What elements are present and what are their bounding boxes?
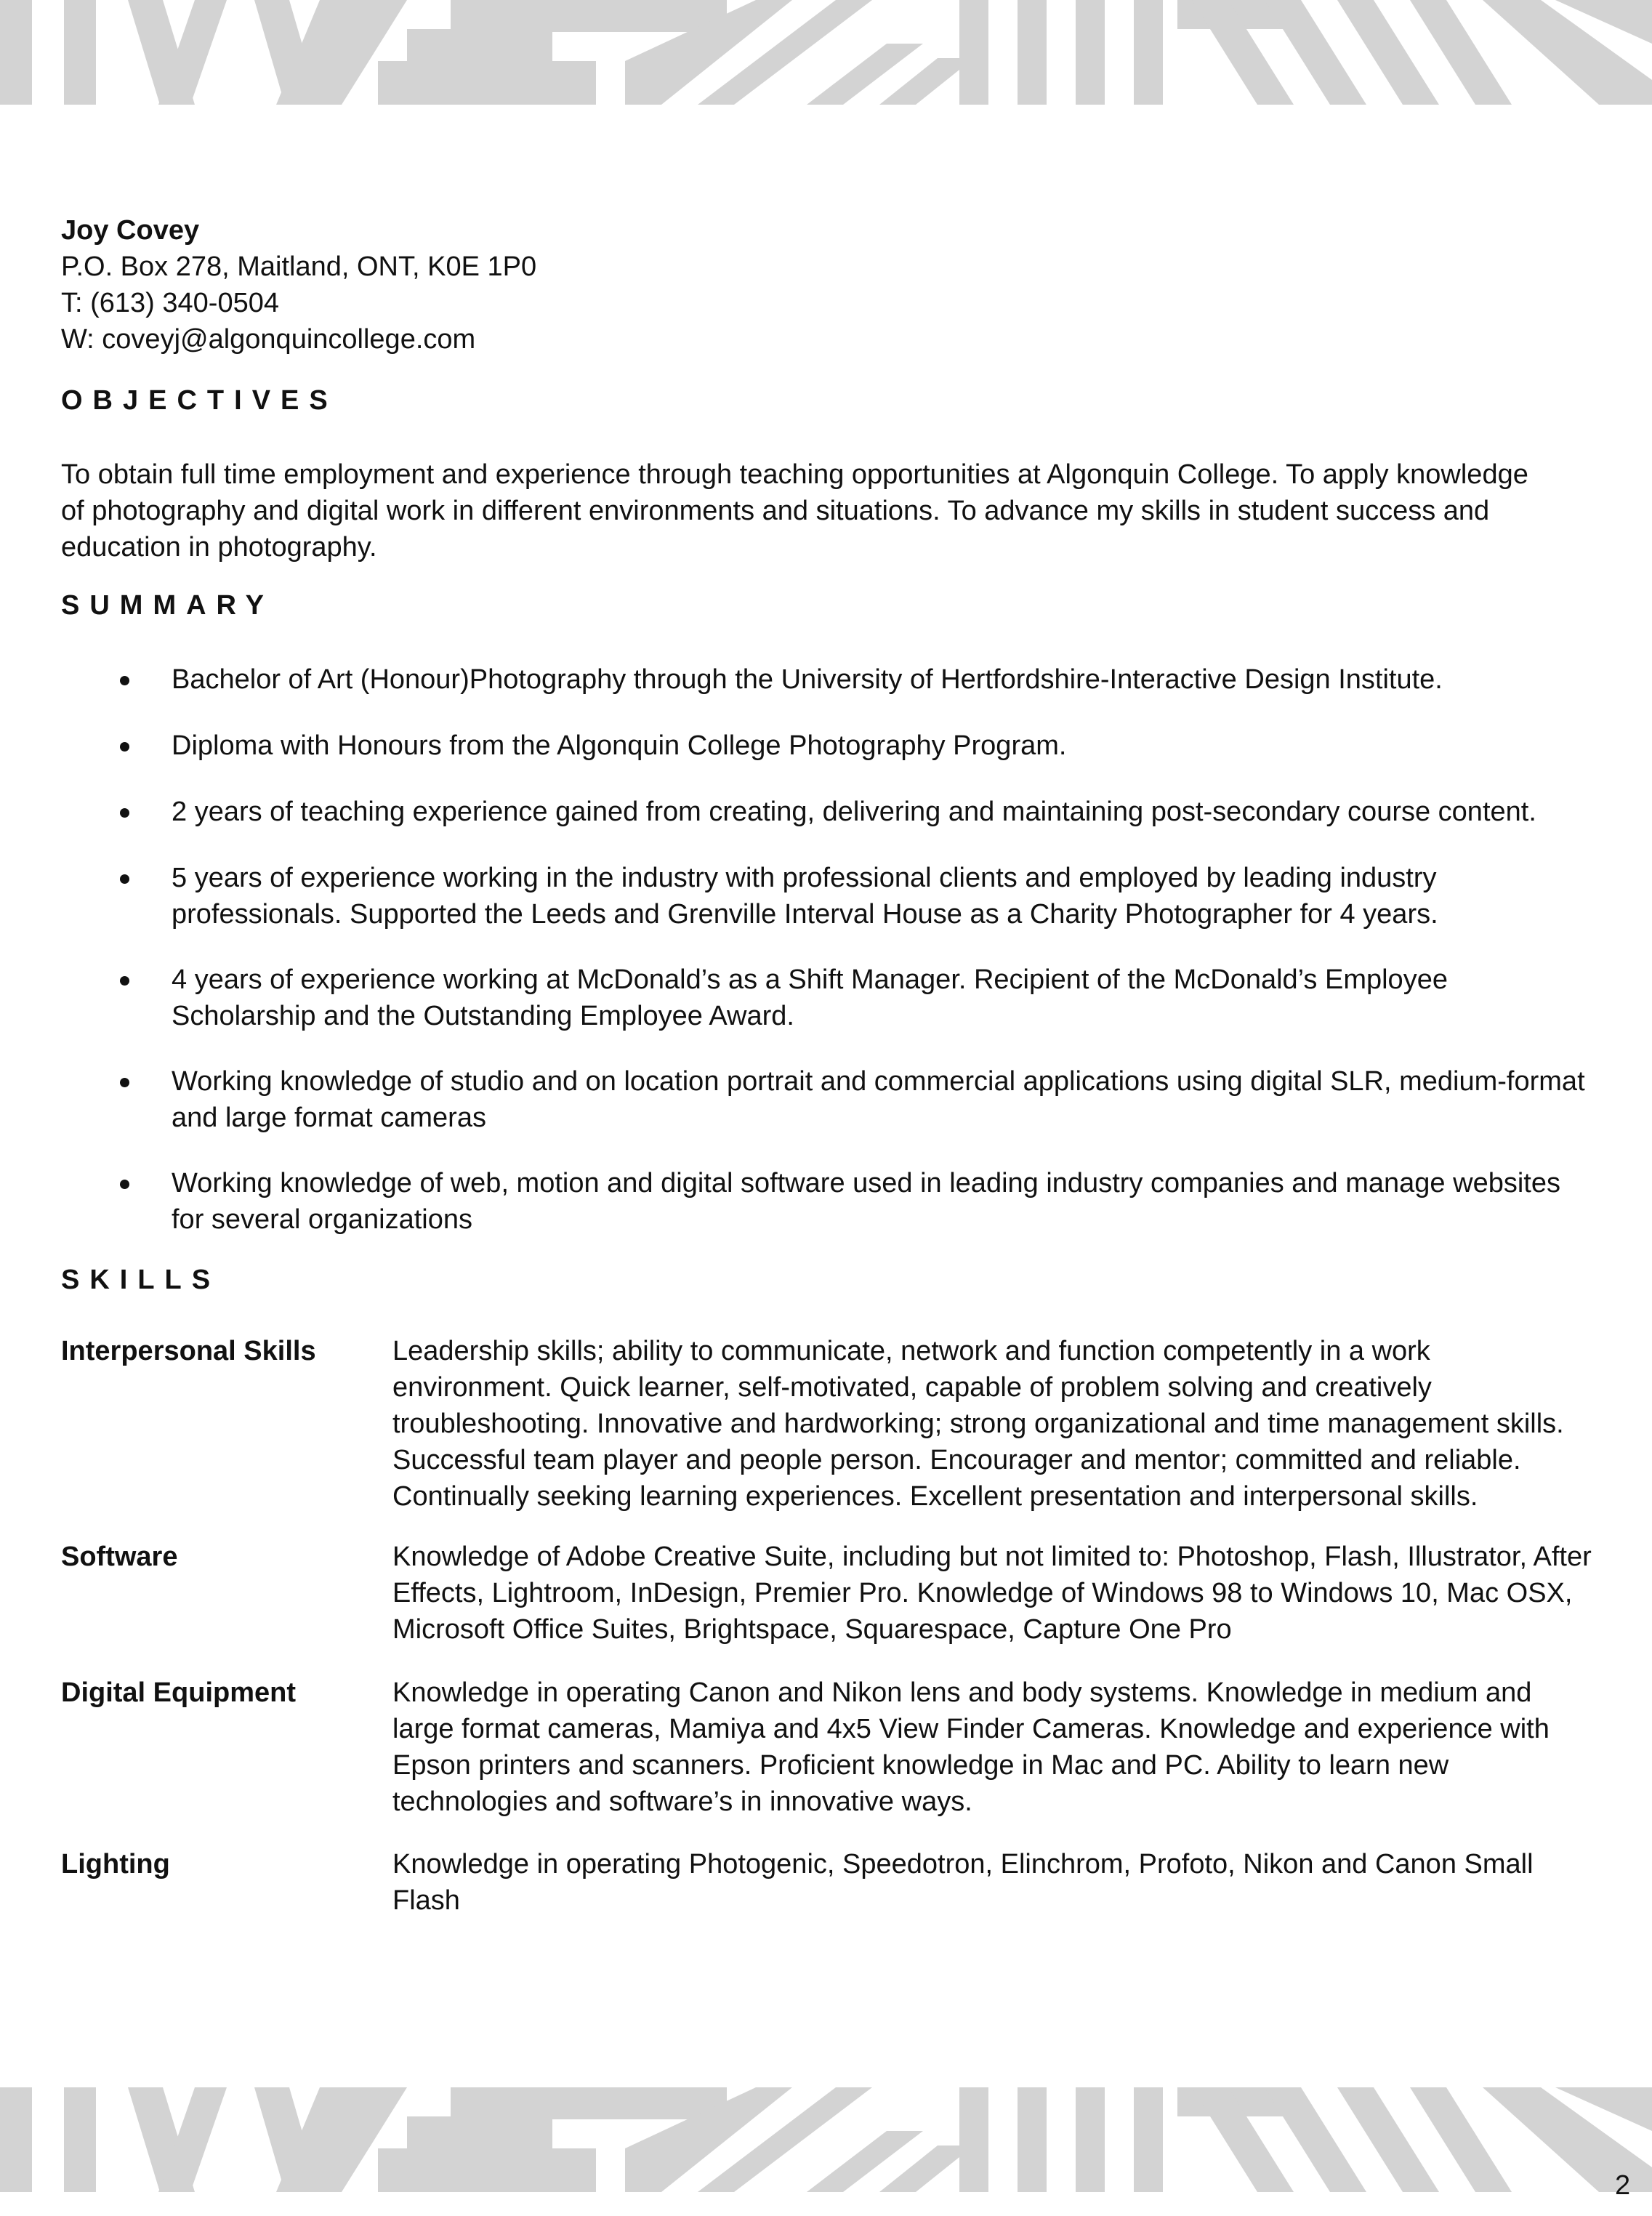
objectives-line: of photography and digital work in different environments and situations. To advance my skills in student success and — [61, 496, 1490, 526]
skill-label: Interpersonal Skills — [61, 1336, 316, 1366]
skill-description: Knowledge in operating Canon and Nikon lens and body systems. Knowledge in medium and large format cameras, Mamiya and 4x5 View Finder Cameras. Knowledge and experience with Epson printers and scanners. Proficient knowledge in Mac and PC. Ability to learn new technologies and software’s in innovative ways. — [392, 1677, 1550, 1817]
bottom-stripe-banner — [0, 2087, 1652, 2192]
bullet-icon — [120, 1078, 129, 1087]
contact-address: P.O. Box 278, Maitland, ONT, K0E 1P0 — [61, 251, 537, 282]
objectives-paragraph — [61, 456, 1595, 565]
list-item-text: 4 years of experience working at McDonald’s as a Shift Manager. Recipient of the McDonald’s Employee Scholarship and the Outstanding Employee Award. — [172, 964, 1448, 1031]
bullet-icon — [120, 874, 129, 884]
bullet-icon — [120, 676, 129, 685]
objectives-line: To obtain full time employment and experience through teaching opportunities at Algonquin College. To apply knowledge — [61, 459, 1528, 490]
contact-block — [61, 212, 536, 358]
objectives-heading: OBJECTIVES — [61, 385, 338, 416]
summary-heading: SUMMARY — [61, 590, 274, 621]
list-item-text: Bachelor of Art (Honour)Photography through the University of Hertfordshire-Interactive Design Institute. — [172, 664, 1443, 695]
bullet-icon — [120, 808, 129, 818]
contact-name: Joy Covey — [61, 215, 200, 246]
skills-heading: SKILLS — [61, 1265, 221, 1295]
list-item-text: 5 years of experience working in the industry with professional clients and employed by leading industry professionals. Supported the Leeds and Grenville Interval House as a Charity Photographer for 4 years. — [172, 863, 1438, 930]
skill-description: Knowledge of Adobe Creative Suite, including but not limited to: Photoshop, Flash, Illustrator, After Effects, Lightroom, InDesign, Premier Pro. Knowledge of Windows 98 to Windows 10, Mac OSX, Microsoft Office Suites, Brightspace, Squarespace, Capture One Pro — [392, 1542, 1592, 1645]
list-item-text: 2 years of teaching experience gained from creating, delivering and maintaining post-secondary course content. — [172, 797, 1536, 827]
skill-description: Knowledge in operating Photogenic, Speedotron, Elinchrom, Profoto, Nikon and Canon Small Flash — [392, 1849, 1534, 1916]
objectives-line: education in photography. — [61, 532, 377, 563]
page-number: 2 — [1615, 2170, 1631, 2201]
skill-label: Digital Equipment — [61, 1677, 296, 1708]
list-item-text: Working knowledge of studio and on location portrait and commercial applications using digital SLR, medium-format and large format cameras — [172, 1066, 1585, 1133]
list-item-text: Diploma with Honours from the Algonquin College Photography Program. — [172, 730, 1067, 761]
list-item-text: Working knowledge of web, motion and digital software used in leading industry companies and manage websites for several organizations — [172, 1168, 1560, 1235]
bullet-icon — [120, 1180, 129, 1189]
skill-label: Software — [61, 1542, 178, 1572]
contact-email: W: coveyj@algonquincollege.com — [61, 324, 476, 355]
top-stripe-banner — [0, 0, 1652, 105]
bullet-icon — [120, 976, 129, 986]
contact-phone: T: (613) 340-0504 — [61, 288, 279, 318]
bullet-icon — [120, 742, 129, 752]
skill-description: Leadership skills; ability to communicate, network and function competently in a work environment. Quick learner, self-motivated, capable of problem solving and creatively troubleshooting. Innovative and hardworking; strong organizational and time management skills. Successful team player and people person. Encourager and mentor; committed and reliable. Continually seeking learning experiences. Excellent presentation and interpersonal skills. — [392, 1336, 1564, 1512]
skill-label: Lighting — [61, 1849, 170, 1879]
